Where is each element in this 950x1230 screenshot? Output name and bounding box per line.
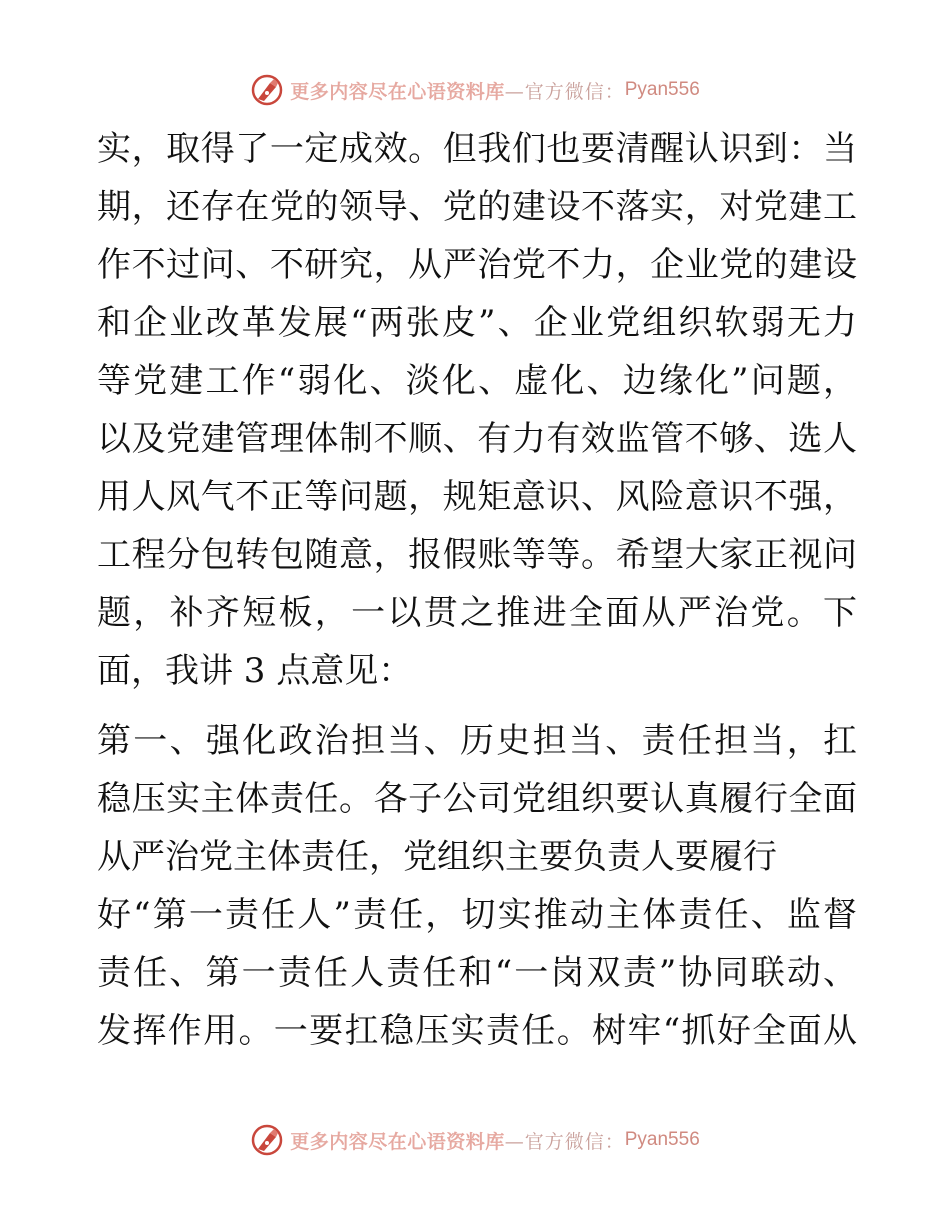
text-line: 第一、强化政治担当、历史担当、责任担当，扛 [97, 721, 857, 761]
text-line: 期，还存在党的领导、党的建设不落实，对党建工 [97, 187, 857, 227]
text-line: 用人风气不正等问题，规矩意识、风险意识不强， [97, 477, 857, 517]
text-line: 作不过问、不研究，从严治党不力，企业党的建设 [97, 245, 857, 285]
document-body [97, 120, 857, 1060]
text-line: 稳压实主体责任。各子公司党组织要认真履行全面 [97, 779, 857, 819]
watermark-main-text: 更多内容尽在心语资料库 [290, 80, 505, 103]
watermark-id-text: Pyan556 [624, 79, 700, 100]
text-line: 以及党建管理体制不顺、有力有效监管不够、选人 [97, 419, 857, 459]
text-line: 好“第一责任人”责任，切实推动主体责任、监督 [97, 895, 857, 935]
footer-watermark [0, 1122, 950, 1158]
text-line: 面，我讲 3 点意见： [97, 651, 413, 691]
paragraph [97, 712, 857, 1060]
text-line: 发挥作用。一要扛稳压实责任。树牢“抓好全面从 [97, 1011, 857, 1051]
watermark-sub-text: —官方微信： [504, 80, 625, 103]
pen-nib-logo-icon [250, 73, 284, 107]
text-line: 责任、第一责任人责任和“一岗双责”协同联动、 [97, 953, 857, 993]
text-line: 题，补齐短板，一以贯之推进全面从严治党。下 [97, 593, 857, 633]
text-line: 和企业改革发展“两张皮”、企业党组织软弱无力 [97, 303, 857, 343]
watermark-sub-text: —官方微信： [504, 1130, 625, 1153]
paragraph [97, 120, 857, 700]
text-line: 等党建工作“弱化、淡化、虚化、边缘化”问题， [97, 361, 857, 401]
watermark-main-text: 更多内容尽在心语资料库 [290, 1130, 505, 1153]
header-watermark [0, 72, 950, 108]
text-line: 实，取得了一定成效。但我们也要清醒认识到：当 [97, 129, 857, 169]
pen-nib-logo-icon [250, 1123, 284, 1157]
text-line: 从严治党主体责任，党组织主要负责人要履行 [97, 837, 777, 877]
watermark-id-text: Pyan556 [624, 1129, 700, 1150]
text-line: 工程分包转包随意，报假账等等。希望大家正视问 [97, 535, 857, 575]
